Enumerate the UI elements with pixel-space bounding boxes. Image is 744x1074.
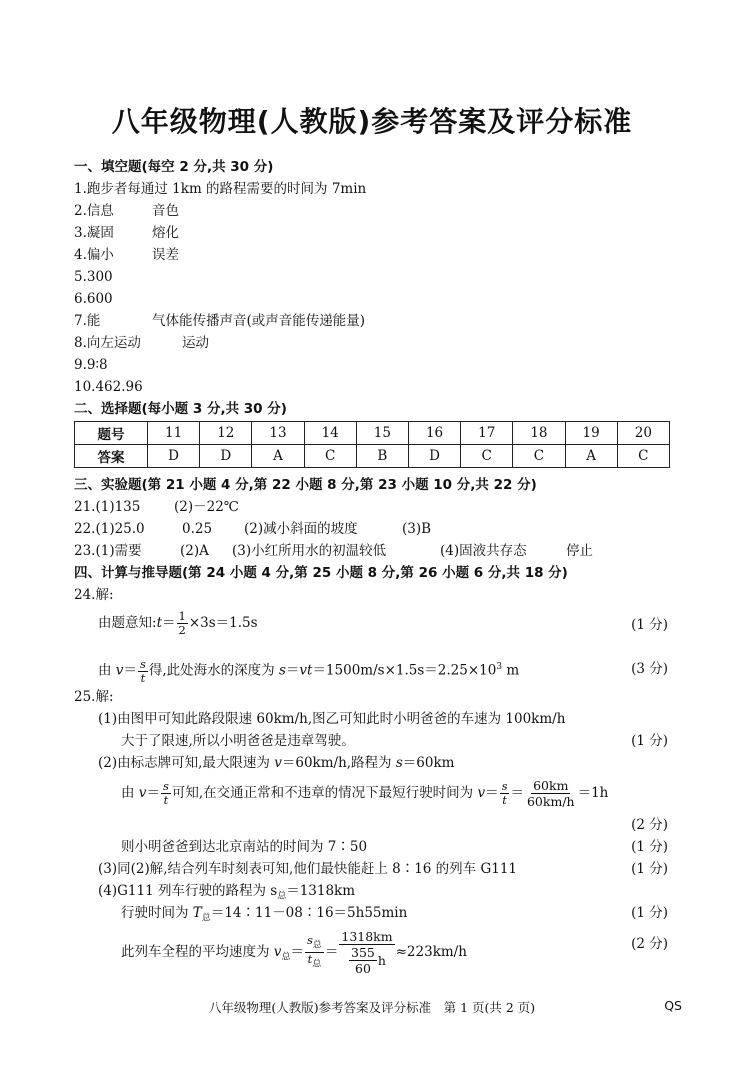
- table-cell: C: [461, 445, 513, 468]
- fraction-s-over-t: [500, 780, 510, 807]
- q25-2b-post: ＝1h: [577, 785, 609, 801]
- table-cell: 20: [617, 422, 669, 445]
- equals: ＝: [162, 615, 176, 631]
- numerator: 60km: [533, 778, 569, 793]
- subscript: 总: [201, 913, 211, 924]
- q25-2a-post: ＝60km: [402, 755, 455, 771]
- table-cell: 11: [148, 422, 200, 445]
- table-cell: 18: [513, 422, 565, 445]
- numerator: s: [501, 779, 508, 793]
- q25-part2-b: [121, 778, 608, 809]
- answer-10: 10.462.96: [74, 379, 143, 395]
- answer-22a: 22.(1)25.0: [74, 521, 145, 537]
- answer-23e: 停止: [566, 543, 593, 559]
- answer-8a: 8.向左运动: [74, 335, 141, 351]
- table-cell: A: [565, 445, 617, 468]
- table-cell: D: [200, 445, 252, 468]
- q25-part2-a: [98, 754, 454, 772]
- q25-4c-pre: 此列车全程的平均速度为: [121, 944, 274, 960]
- equals: ＝: [285, 662, 300, 679]
- q24-l2-score: (3 分): [631, 661, 668, 677]
- table-cell: 16: [408, 422, 460, 445]
- denominator: t: [140, 670, 146, 685]
- q25-2a-pre: (2)由标志牌可知,最大限速为: [98, 755, 275, 771]
- numerator: 1318km: [341, 929, 393, 944]
- q25-part3-score: (1 分): [631, 861, 668, 877]
- answer-23b: (2)A: [180, 543, 209, 559]
- subscript: 总: [277, 891, 287, 902]
- answer-7a: 7.能: [74, 313, 101, 329]
- answer-21b: (2)－22℃: [174, 499, 239, 515]
- table-cell: 13: [252, 422, 304, 445]
- table-cell: D: [148, 445, 200, 468]
- subscript: 总: [312, 940, 322, 950]
- q24-label: 24.解:: [74, 587, 114, 603]
- denominator: 60km/h: [526, 794, 575, 809]
- section-2-heading: 二、选择题(每小题 3 分,共 30 分): [74, 401, 287, 417]
- numerator: [305, 934, 324, 953]
- q25-part3: (3)同(2)解,结合列车时刻表可知,他们最快能赶上 8∶16 的列车 G111: [98, 861, 518, 877]
- answer-22c: (2)减小斜面的坡度: [244, 521, 358, 537]
- equals: ＝: [123, 662, 137, 679]
- q25-part4-a: [98, 882, 355, 906]
- var-v: v: [477, 785, 486, 801]
- q25-4b-pre: 行驶时间为: [121, 905, 193, 921]
- numerator: s: [162, 779, 169, 793]
- table-cell: 17: [461, 422, 513, 445]
- table-cell: 19: [565, 422, 617, 445]
- q24-l1-pre: 由题意知:: [98, 615, 157, 631]
- answer-23c: (3)小红所用水的初温较低: [232, 543, 387, 559]
- fraction-s-over-t: [161, 780, 171, 807]
- answer-1: 1.跑步者每通过 1km 的路程需要的时间为 7min: [74, 181, 367, 197]
- table-cell: C: [617, 445, 669, 468]
- var-T: T: [192, 905, 202, 921]
- var-v: v: [274, 755, 282, 771]
- fraction-average-speed: [339, 929, 394, 976]
- var-t: t: [156, 615, 162, 631]
- q25-part2-c: 则小明爸爸到达北京南站的时间为 7∶50: [121, 839, 368, 855]
- var-v: v: [115, 662, 124, 679]
- fraction-s-over-t-total: [305, 934, 324, 972]
- answer-3b: 熔化: [152, 225, 179, 241]
- answer-23a: 23.(1)需要: [74, 543, 142, 559]
- denominator: [346, 945, 388, 976]
- subscript: 总: [281, 952, 291, 963]
- table-header-number: 题号: [75, 422, 148, 445]
- equals: ＝: [510, 785, 524, 801]
- q24-l1-post: ×3s＝1.5s: [188, 615, 258, 631]
- table-cell: 12: [200, 422, 252, 445]
- denominator: 2: [178, 623, 186, 637]
- table-cell: A: [252, 445, 304, 468]
- var-v: v: [138, 785, 147, 801]
- q24-l2-post: ＝1500m/s×1.5s＝2.25×10: [312, 662, 497, 679]
- answer-22d: (3)B: [402, 521, 432, 537]
- equals: ＝: [290, 944, 304, 960]
- answer-9: 9.9∶8: [74, 357, 108, 373]
- q24-line-2: [98, 654, 519, 685]
- denominator: t: [502, 793, 507, 807]
- q25-4c-post: ≈223km/h: [395, 944, 467, 960]
- q25-part4-b-score: (1 分): [631, 905, 668, 921]
- q24-line-1: [98, 610, 258, 637]
- equals: ＝: [324, 944, 339, 960]
- fraction-hours: [349, 945, 377, 976]
- section-1-heading: 一、填空题(每空 2 分,共 30 分): [74, 159, 274, 175]
- table-cell: C: [304, 445, 356, 468]
- equals: ＝: [485, 785, 499, 801]
- answer-2b: 音色: [152, 203, 179, 219]
- footer-code: QS: [664, 998, 682, 1013]
- numerator: 1: [178, 609, 186, 623]
- fraction-s-over-t: [138, 658, 148, 685]
- answer-22b: 0.25: [182, 521, 213, 537]
- var-s: s: [395, 755, 403, 771]
- answer-4a: 4.偏小: [74, 247, 114, 263]
- q25-part1-score: (1 分): [631, 733, 668, 749]
- q25-2b-pre: 由: [121, 785, 139, 801]
- q25-part2-b-score: (2 分): [631, 817, 668, 833]
- exponent: 3: [496, 662, 503, 672]
- q25-label: 25.解:: [74, 689, 114, 705]
- q25-part1-a: (1)由图甲可知此路段限速 60km/h,图乙可知此时小明爸爸的车速为 100km/h: [98, 711, 566, 727]
- q25-part4-c: [121, 924, 467, 986]
- numerator: s: [139, 656, 146, 671]
- q24-l2-mid: 得,此处海水的深度为: [148, 662, 279, 679]
- answer-21a: 21.(1)135: [74, 499, 141, 515]
- unit-h: h: [377, 953, 386, 968]
- q25-4b-post: ＝14∶11－08∶16＝5h55min: [210, 905, 408, 921]
- fraction-distance-over-speed: [525, 778, 577, 809]
- answer-4b: 误差: [152, 247, 179, 263]
- answer-23d: (4)固液共存态: [440, 543, 527, 559]
- fraction-half: [177, 610, 188, 637]
- q25-4a-post: ＝1318km: [286, 883, 356, 899]
- page-title: 八年级物理(人教版)参考答案及评分标准: [111, 105, 633, 138]
- var-vt: vt: [299, 662, 313, 679]
- equals: ＝: [146, 785, 160, 801]
- answer-6: 6.600: [74, 291, 113, 307]
- section-3-heading: 三、实验题(第 21 小题 4 分,第 22 小题 8 分,第 23 小题 10 分,共 22 分): [74, 477, 537, 493]
- table-cell: D: [408, 445, 460, 468]
- subscript: 总: [312, 959, 322, 970]
- unit: m: [502, 662, 520, 679]
- q25-part1-b: 大于了限速,所以小明爸爸是违章驾驶。: [121, 733, 355, 749]
- numerator: 355: [351, 945, 375, 960]
- answer-7b: 气体能传播声音(或声音能传递能量): [152, 313, 366, 329]
- answer-3a: 3.凝固: [74, 225, 114, 241]
- table-row-numbers: [75, 422, 670, 445]
- var-t: t: [307, 952, 313, 966]
- q24-l1-score: (1 分): [631, 617, 668, 633]
- q24-l2-pre: 由: [98, 662, 116, 679]
- denominator: [306, 953, 324, 971]
- denominator: 60: [355, 961, 371, 976]
- denominator: t: [163, 793, 169, 807]
- table-cell: C: [513, 445, 565, 468]
- q25-2b-mid: 可知,在交通正常和不违章的情况下最短行驶时间为: [171, 785, 478, 801]
- q25-4a-pre: (4)G111 列车行驶的路程为 s: [98, 883, 278, 899]
- var-s: s: [306, 932, 313, 947]
- page-footer: 八年级物理(人教版)参考答案及评分标准 第 1 页(共 2 页): [208, 1000, 536, 1015]
- table-cell: 14: [304, 422, 356, 445]
- answer-8b: 运动: [182, 335, 209, 351]
- section-4-heading: 四、计算与推导题(第 24 小题 4 分,第 25 小题 8 分,第 26 小题 6 分,共 18 分): [74, 565, 568, 581]
- var-v: v: [273, 944, 282, 960]
- table-row-answers: [75, 445, 670, 468]
- choice-answer-table: [74, 421, 670, 468]
- q25-part2-c-score: (1 分): [631, 839, 668, 855]
- answer-2a: 2.信息: [74, 203, 114, 219]
- table-header-answer: 答案: [75, 445, 148, 468]
- table-cell: 15: [356, 422, 408, 445]
- answer-5: 5.300: [74, 269, 113, 285]
- var-s: s: [278, 662, 286, 679]
- q25-part4-c-score: (2 分): [631, 936, 668, 952]
- table-cell: B: [356, 445, 408, 468]
- q25-2a-mid: ＝60km/h,路程为: [281, 755, 396, 771]
